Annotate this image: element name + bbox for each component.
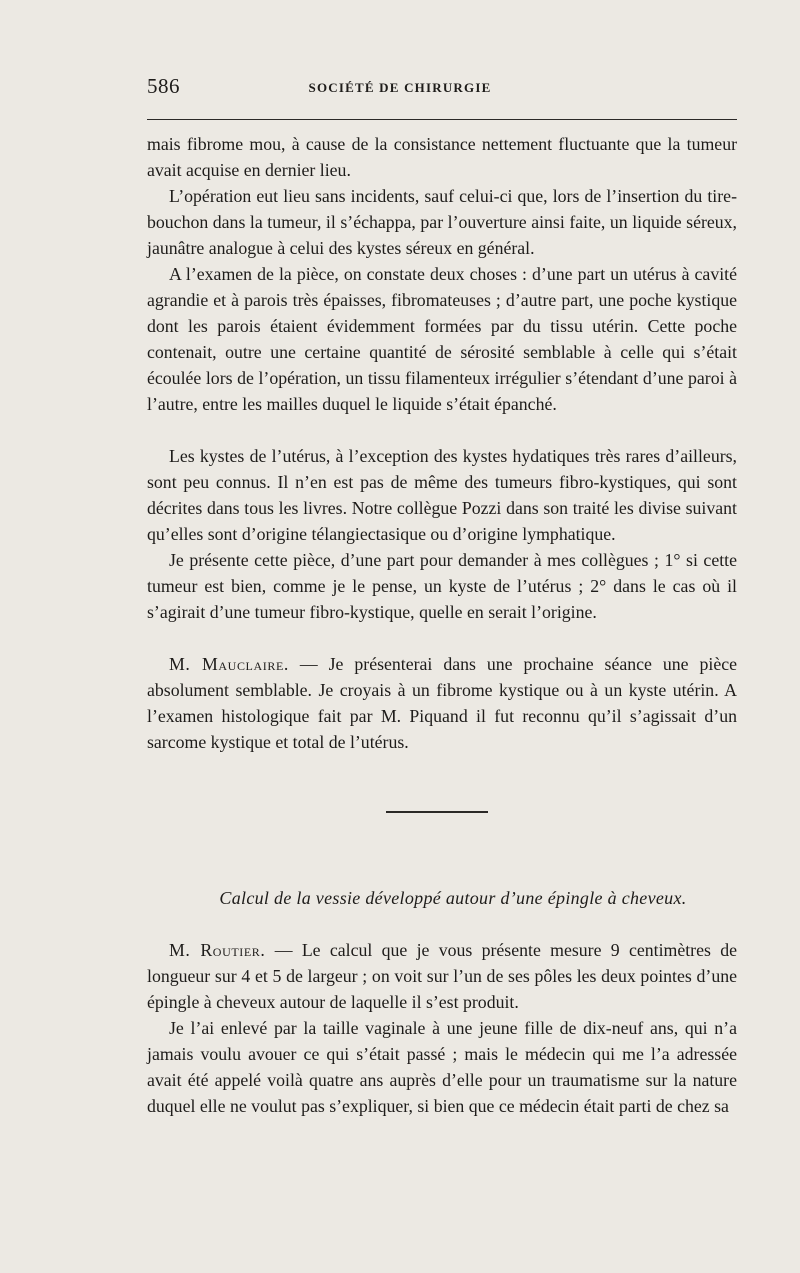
- paragraph-routier: [147, 937, 737, 1015]
- paragraph-8: Je l’ai enlevé par la taille vaginale à une jeune fille de dix-neuf ans, qui n’a jamais voulu avouer ce qui s’était passé ; mais le médecin qui me l’a adressée avait été appelé voilà quatre ans auprès d’elle pour un traumatisme sur la nature duquel elle ne voulut pas s’expliquer, si bien que ce médecin était parti de chez sa: [147, 1018, 737, 1116]
- section-title: Calcul de la vessie développé autour d’une épingle à cheveux.: [219, 888, 687, 908]
- paragraph-mauclaire: [147, 651, 737, 755]
- section-separator: [386, 811, 488, 813]
- paragraph-5: Je présente cette pièce, d’une part pour demander à mes collègues ; 1° si cette tumeur est bien, comme je le pense, un kyste de l’utérus ; 2° dans le cas où il s’agirait d’une tumeur fibro-kystique, quelle en serait l’origine.: [147, 550, 737, 622]
- paragraph-2: L’opération eut lieu sans incidents, sauf celui-ci que, lors de l’insertion du tire-bouchon dans la tumeur, il s’échappa, par l’ouverture ainsi faite, un liquide séreux, jaunâtre analogue à celui des kystes séreux en général.: [147, 186, 737, 258]
- paragraph-3: A l’examen de la pièce, on constate deux choses : d’une part un utérus à cavité agrandie et à parois très épaisses, fibromateuses ; d’autre part, une poche kystique dont les parois étaient évidemment formées par du tissu utérin. Cette poche contenait, outre une certaine quantité de sérosité semblable à celle qui s’était écoulée lors de l’opération, un tissu filamenteux irrégulier s’étendant d’une paroi à l’autre, entre les mailles duquel le liquide s’était épanché.: [147, 264, 737, 414]
- speaker-routier: M. Routier.: [169, 940, 266, 960]
- text-body: [147, 131, 737, 1119]
- paragraph-1: mais fibrome mou, à cause de la consistance nettement fluctuante que la tumeur avait acquise en dernier lieu.: [147, 134, 737, 180]
- paragraph-4: Les kystes de l’utérus, à l’exception des kystes hydatiques très rares d’ailleurs, sont peu connus. Il n’en est pas de même des tumeurs fibro-kystiques, qui sont décrites dans tous les livres. Notre collègue Pozzi dans son traité les divise suivant qu’elles sont d’origine télangiectasique ou d’origine lymphatique.: [147, 446, 737, 544]
- running-title: SOCIÉTÉ DE CHIRURGIE: [308, 80, 492, 95]
- header-rule: [147, 119, 737, 120]
- page-number: 586: [147, 74, 180, 98]
- routier-text: — Le calcul que je vous présente mesure 9 centimètres de longueur sur 4 et 5 de largeur ; on voit sur l’un de ses pôles les deux pointes d’une épingle à cheveux autour de laquelle il s’est produit.: [147, 940, 737, 1012]
- mauclaire-text: — Je présenterai dans une prochaine séance une pièce absolument semblable. Je croyais à un fibrome kystique ou à un kyste utérin. A l’examen histologique fait par M. Piquand il fut reconnu qu’il s’agissait d’un sarcome kystique et total de l’utérus.: [147, 654, 738, 752]
- speaker-mauclaire: M. Mauclaire.: [169, 654, 289, 674]
